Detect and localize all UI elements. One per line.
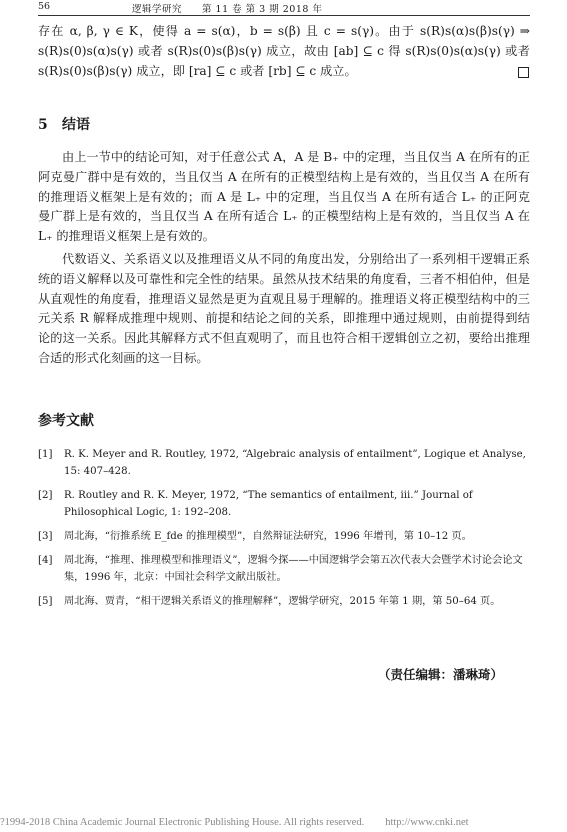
- reference-number: [3]: [38, 531, 53, 542]
- journal-info: 逻辑学研究 第 11 卷 第 3 期 2018 年: [132, 4, 323, 15]
- reference-text: R. Routley and R. K. Meyer, 1972, “The semantics of entailment, iii.” Journal of Philosophical Logic, 1: 192–208.: [64, 490, 473, 518]
- page-number: 56: [38, 1, 51, 12]
- references-heading: 参考文献: [38, 413, 94, 429]
- conclusion-paragraph-2: 代数语义、关系语义以及推理语义从不同的角度出发，分别给出了一系列相干逻辑正系统的语义解释以及可靠性和完全性的结果。虽然从技术结果的角度看，三者不相伯仲，但是从直观性的角度看，推理语义显然是更为直观且易于理解的。推理语义将正模型结构中的三元关系 R 解释成推理中规则、前提和结论之间的关系，即推理中通过规则，由前提得到结论的这一关系。因此其解释方式不但直观明了，而且也符合相干逻辑创立之初，要给出推理合适的形式化刻画的这一目标。: [38, 252, 530, 365]
- qed-square-icon: [518, 67, 529, 78]
- proof-tail-paragraph: 存在 α, β, γ ∈ K，使得 a = s(α)，b = s(β) 且 c = s(γ)。由于 s(R)s(α)s(β)s(γ) ⇒ s(R)s(0)s(α)s(γ) 或者 s(R)s(0)s(β)s(γ) 成立，故由 [ab] ⊆ c 得 s(R)s(0)s(α)s(γ) 或者 s(R)s(0)s(β)s(γ) 成立，即 [ra] ⊆ c 或者 [rb] ⊆ c 成立。: [38, 24, 530, 78]
- reference-item: [38, 552, 530, 586]
- section-heading: [38, 114, 90, 134]
- copyright-footer: ?1994-2018 China Academic Journal Electronic Publishing House. All rights reserved. http://www.cnki.net: [0, 817, 469, 828]
- reference-number: [1]: [38, 449, 53, 460]
- reference-item: [38, 528, 530, 545]
- running-header: [38, 0, 530, 16]
- reference-number: [4]: [38, 555, 53, 566]
- conclusion-paragraph-1: 由上一节中的结论可知，对于任意公式 A，A 是 B₊ 中的定理，当且仅当 A 在所有的正阿克曼广群中是有效的，当且仅当 A 在所有的正模型结构上是有效的，当且仅当 A 在所有的推理语义框架上是有效的；而 A 是 L₊ 中的定理，当且仅当 A 在所有适合 L₊ 的正阿克曼广群上是有效的，当且仅当 A 在所有适合 L₊ 的正模型结构上是有效的，当且仅当 A 在 L₊ 的推理语义框架上是有效的。: [38, 150, 530, 244]
- reference-item: [38, 593, 530, 610]
- section-title: 结语: [62, 117, 90, 133]
- reference-number: [5]: [38, 596, 53, 607]
- reference-text: 周北海，“衍推系统 E_fde 的推理模型”，自然辩证法研究，1996 年增刊，第 10–12 页。: [64, 531, 472, 542]
- reference-text: R. K. Meyer and R. Routley, 1972, “Algebraic analysis of entailment”, Logique et Analyse, 15: 407–428.: [64, 449, 526, 477]
- responsible-editor: （责任编辑：潘琳琦）: [377, 667, 503, 682]
- section-number: 5: [38, 117, 48, 133]
- reference-number: [2]: [38, 490, 53, 501]
- reference-text: 周北海、贾青，“相干逻辑关系语义的推理解释”，逻辑学研究，2015 年第 1 期，第 50–64 页。: [64, 596, 501, 607]
- reference-item: [38, 487, 530, 521]
- reference-item: [38, 446, 530, 480]
- reference-text: 周北海，“推理、推理模型和推理语义”，逻辑今探——中国逻辑学会第五次代表大会暨学术讨论会论文集，1996 年，北京：中国社会科学文献出版社。: [64, 555, 523, 583]
- reference-list: [38, 446, 530, 617]
